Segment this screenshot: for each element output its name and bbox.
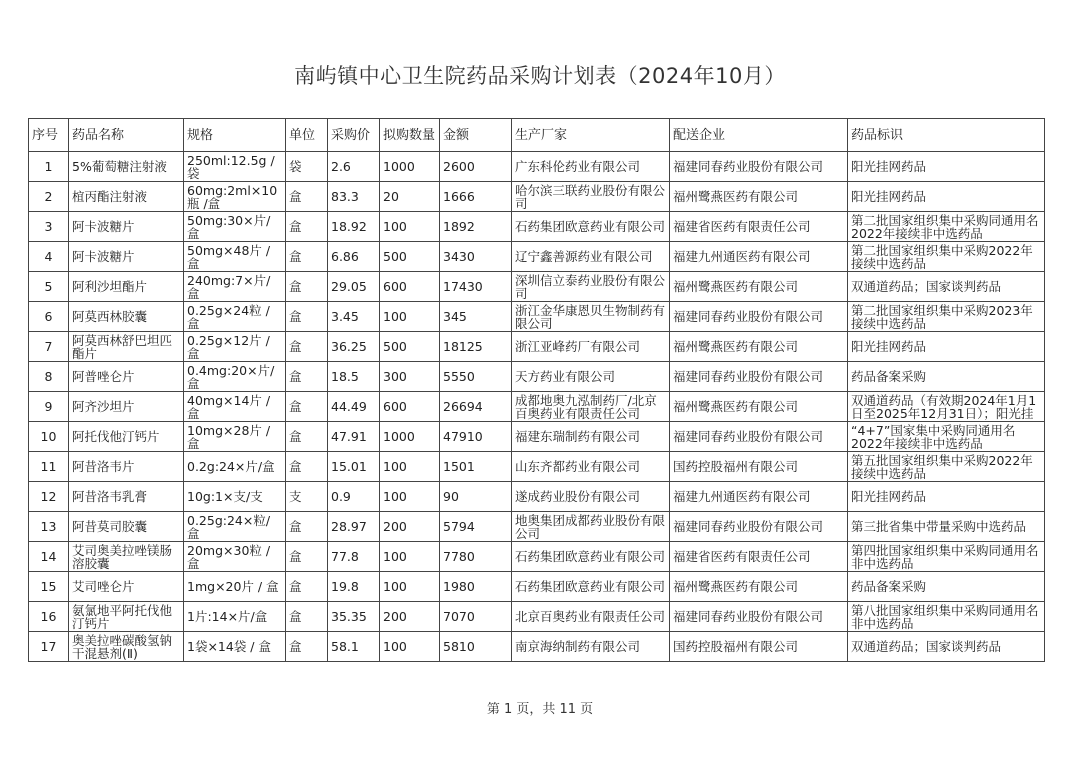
cell-spec: 50mg×48片 / 盒 [184,242,286,272]
cell-drug-name: 阿卡波糖片 [69,212,184,242]
cell-manufacturer: 南京海纳制药有限公司 [512,632,670,662]
table-row [29,422,1045,452]
cell-unit: 盒 [286,302,328,332]
cell-drug-name: 艾司奥美拉唑镁肠溶胶囊 [69,542,184,572]
cell-drug-name: 阿莫西林舒巴坦匹酯片 [69,332,184,362]
cell-amount: 5794 [440,512,512,542]
cell-drug-name: 阿托伐他汀钙片 [69,422,184,452]
cell-quantity: 20 [380,182,440,212]
cell-drug-name: 阿利沙坦酯片 [69,272,184,302]
cell-amount: 1666 [440,182,512,212]
cell-index: 8 [29,362,69,392]
cell-quantity: 500 [380,332,440,362]
cell-drug-name: 椬丙酯注射液 [69,182,184,212]
cell-spec: 1袋×14袋 / 盒 [184,632,286,662]
cell-price: 77.8 [328,542,380,572]
col-header: 单位 [286,119,328,152]
cell-index: 17 [29,632,69,662]
cell-distributor: 福州鹭燕医药有限公司 [670,332,848,362]
cell-price: 0.9 [328,482,380,512]
table-row [29,182,1045,212]
cell-distributor: 福建同春药业股份有限公司 [670,422,848,452]
cell-drug-name: 阿普唑仑片 [69,362,184,392]
cell-drug-tag: 阳光挂网药品 [848,482,1045,512]
cell-drug-tag: “4+7”国家集中采购同通用名2022年接续非中选药品 [848,422,1045,452]
col-header: 金额 [440,119,512,152]
col-header: 配送企业 [670,119,848,152]
cell-distributor: 福建同春药业股份有限公司 [670,362,848,392]
cell-price: 47.91 [328,422,380,452]
procurement-table [28,118,1045,662]
cell-distributor: 福建同春药业股份有限公司 [670,602,848,632]
table-row [29,242,1045,272]
cell-manufacturer: 遂成药业股份有限公司 [512,482,670,512]
col-header: 序号 [29,119,69,152]
cell-index: 2 [29,182,69,212]
cell-index: 3 [29,212,69,242]
cell-unit: 盒 [286,602,328,632]
cell-price: 28.97 [328,512,380,542]
cell-distributor: 福建省医药有限责任公司 [670,542,848,572]
cell-spec: 0.2g:24×片/盒 [184,452,286,482]
cell-spec: 1片:14×片/盒 [184,602,286,632]
cell-distributor: 福建省医药有限责任公司 [670,212,848,242]
cell-distributor: 福建九州通医药有限公司 [670,242,848,272]
cell-index: 6 [29,302,69,332]
cell-unit: 盒 [286,542,328,572]
cell-index: 5 [29,272,69,302]
cell-price: 58.1 [328,632,380,662]
cell-distributor: 福州鹭燕医药有限公司 [670,392,848,422]
cell-drug-tag: 双通道药品（有效期2024年1月1日至2025年12月31日）；阳光挂 [848,392,1045,422]
cell-drug-name: 阿卡波糖片 [69,242,184,272]
table-row [29,602,1045,632]
cell-price: 35.35 [328,602,380,632]
cell-drug-name: 阿昔莫司胶囊 [69,512,184,542]
cell-amount: 1892 [440,212,512,242]
cell-price: 18.92 [328,212,380,242]
table-row [29,272,1045,302]
col-header: 拟购数量 [380,119,440,152]
cell-manufacturer: 天方药业有限公司 [512,362,670,392]
cell-drug-tag: 第二批国家组织集中采购2023年接续中选药品 [848,302,1045,332]
cell-distributor: 福建同春药业股份有限公司 [670,302,848,332]
cell-index: 15 [29,572,69,602]
cell-drug-name: 艾司唑仑片 [69,572,184,602]
cell-drug-tag: 药品备案采购 [848,362,1045,392]
cell-unit: 盒 [286,452,328,482]
table-row [29,632,1045,662]
cell-distributor: 福州鹭燕医药有限公司 [670,272,848,302]
cell-drug-name: 氨氯地平阿托伐他汀钙片 [69,602,184,632]
table-row [29,302,1045,332]
cell-spec: 0.4mg:20×片/盒 [184,362,286,392]
cell-spec: 240mg:7×片/盒 [184,272,286,302]
cell-spec: 10g:1×支/支 [184,482,286,512]
cell-drug-name: 阿昔洛韦片 [69,452,184,482]
cell-spec: 0.25g:24×粒/盒 [184,512,286,542]
cell-price: 36.25 [328,332,380,362]
cell-unit: 盒 [286,422,328,452]
cell-distributor: 福州鹭燕医药有限公司 [670,182,848,212]
cell-drug-tag: 第四批国家组织集中采购同通用名非中选药品 [848,542,1045,572]
cell-amount: 1980 [440,572,512,602]
cell-price: 44.49 [328,392,380,422]
cell-amount: 7070 [440,602,512,632]
cell-unit: 盒 [286,362,328,392]
col-header: 规格 [184,119,286,152]
cell-quantity: 500 [380,242,440,272]
cell-quantity: 100 [380,452,440,482]
cell-unit: 盒 [286,512,328,542]
cell-quantity: 200 [380,512,440,542]
cell-amount: 26694 [440,392,512,422]
cell-quantity: 1000 [380,152,440,182]
cell-price: 6.86 [328,242,380,272]
cell-spec: 10mg×28片 / 盒 [184,422,286,452]
table-row [29,362,1045,392]
cell-index: 10 [29,422,69,452]
cell-unit: 袋 [286,152,328,182]
cell-quantity: 100 [380,572,440,602]
cell-drug-name: 5%葡萄糖注射液 [69,152,184,182]
header-row [29,119,1045,152]
cell-amount: 345 [440,302,512,332]
cell-spec: 40mg×14片 / 盒 [184,392,286,422]
cell-manufacturer: 浙江亚峰药厂有限公司 [512,332,670,362]
cell-unit: 盒 [286,332,328,362]
cell-price: 2.6 [328,152,380,182]
cell-distributor: 福建同春药业股份有限公司 [670,512,848,542]
cell-spec: 50mg:30×片/盒 [184,212,286,242]
cell-manufacturer: 辽宁鑫善源药业有限公司 [512,242,670,272]
cell-unit: 支 [286,482,328,512]
cell-manufacturer: 广东科伦药业有限公司 [512,152,670,182]
cell-spec: 60mg:2ml×10瓶 /盒 [184,182,286,212]
table-row [29,482,1045,512]
cell-drug-tag: 双通道药品；国家谈判药品 [848,272,1045,302]
cell-price: 29.05 [328,272,380,302]
cell-manufacturer: 深圳信立泰药业股份有限公司 [512,272,670,302]
cell-amount: 1501 [440,452,512,482]
cell-drug-tag: 双通道药品；国家谈判药品 [848,632,1045,662]
page-footer: 第 1 页，共 11 页 [486,702,594,717]
cell-drug-tag: 阳光挂网药品 [848,332,1045,362]
cell-distributor: 福建九州通医药有限公司 [670,482,848,512]
cell-unit: 盒 [286,242,328,272]
cell-distributor: 福州鹭燕医药有限公司 [670,572,848,602]
cell-quantity: 100 [380,542,440,572]
cell-manufacturer: 成都地奥九泓制药厂/北京百奥药业有限责任公司 [512,392,670,422]
cell-quantity: 100 [380,302,440,332]
cell-quantity: 300 [380,362,440,392]
cell-distributor: 福建同春药业股份有限公司 [670,152,848,182]
cell-drug-name: 阿莫西林胶囊 [69,302,184,332]
col-header: 生产厂家 [512,119,670,152]
cell-drug-tag: 第二批国家组织集中采购同通用名2022年接续非中选药品 [848,212,1045,242]
cell-manufacturer: 哈尔滨三联药业股份有限公司 [512,182,670,212]
cell-amount: 17430 [440,272,512,302]
cell-quantity: 200 [380,602,440,632]
cell-index: 12 [29,482,69,512]
table-row [29,152,1045,182]
cell-unit: 盒 [286,572,328,602]
cell-drug-tag: 阳光挂网药品 [848,152,1045,182]
cell-amount: 3430 [440,242,512,272]
cell-drug-tag: 第二批国家组织集中采购2022年接续中选药品 [848,242,1045,272]
table-row [29,392,1045,422]
cell-spec: 0.25g×12片 / 盒 [184,332,286,362]
cell-quantity: 600 [380,272,440,302]
cell-quantity: 600 [380,392,440,422]
table-row [29,212,1045,242]
table-row [29,512,1045,542]
cell-unit: 盒 [286,212,328,242]
cell-spec: 250ml:12.5g / 袋 [184,152,286,182]
page-title: 南屿镇中心卫生院药品采购计划表（2024年10月） [294,64,786,88]
cell-spec: 20mg×30粒 / 盒 [184,542,286,572]
cell-index: 1 [29,152,69,182]
cell-amount: 2600 [440,152,512,182]
cell-drug-tag: 第八批国家组织集中采购同通用名非中选药品 [848,602,1045,632]
cell-manufacturer: 地奥集团成都药业股份有限公司 [512,512,670,542]
cell-drug-tag: 阳光挂网药品 [848,182,1045,212]
table-row [29,542,1045,572]
table-row [29,332,1045,362]
cell-price: 15.01 [328,452,380,482]
cell-drug-name: 奥美拉唑碳酸氢钠干混悬剂(Ⅱ) [69,632,184,662]
cell-manufacturer: 福建东瑞制药有限公司 [512,422,670,452]
cell-drug-name: 阿昔洛韦乳膏 [69,482,184,512]
cell-quantity: 100 [380,482,440,512]
cell-price: 3.45 [328,302,380,332]
cell-index: 9 [29,392,69,422]
cell-spec: 1mg×20片 / 盒 [184,572,286,602]
cell-drug-tag: 第五批国家组织集中采购2022年接续中选药品 [848,452,1045,482]
table-row [29,572,1045,602]
cell-index: 14 [29,542,69,572]
cell-index: 4 [29,242,69,272]
cell-drug-tag: 药品备案采购 [848,572,1045,602]
cell-quantity: 100 [380,212,440,242]
col-header: 药品标识 [848,119,1045,152]
cell-amount: 5810 [440,632,512,662]
cell-amount: 47910 [440,422,512,452]
cell-quantity: 1000 [380,422,440,452]
cell-unit: 盒 [286,272,328,302]
col-header: 采购价 [328,119,380,152]
cell-manufacturer: 石药集团欧意药业有限公司 [512,572,670,602]
cell-drug-tag: 第三批省集中带量采购中选药品 [848,512,1045,542]
cell-unit: 盒 [286,632,328,662]
cell-index: 13 [29,512,69,542]
cell-manufacturer: 浙江金华康恩贝生物制药有限公司 [512,302,670,332]
cell-spec: 0.25g×24粒 / 盒 [184,302,286,332]
cell-price: 83.3 [328,182,380,212]
col-header: 药品名称 [69,119,184,152]
cell-price: 19.8 [328,572,380,602]
cell-manufacturer: 山东齐都药业有限公司 [512,452,670,482]
cell-distributor: 国药控股福州有限公司 [670,452,848,482]
cell-amount: 7780 [440,542,512,572]
cell-amount: 18125 [440,332,512,362]
cell-distributor: 国药控股福州有限公司 [670,632,848,662]
cell-unit: 盒 [286,182,328,212]
cell-drug-name: 阿齐沙坦片 [69,392,184,422]
table-row [29,452,1045,482]
cell-amount: 5550 [440,362,512,392]
cell-price: 18.5 [328,362,380,392]
cell-index: 11 [29,452,69,482]
cell-index: 16 [29,602,69,632]
cell-quantity: 100 [380,632,440,662]
cell-manufacturer: 石药集团欧意药业有限公司 [512,212,670,242]
cell-manufacturer: 北京百奥药业有限责任公司 [512,602,670,632]
cell-index: 7 [29,332,69,362]
cell-amount: 90 [440,482,512,512]
cell-manufacturer: 石药集团欧意药业有限公司 [512,542,670,572]
cell-unit: 盒 [286,392,328,422]
